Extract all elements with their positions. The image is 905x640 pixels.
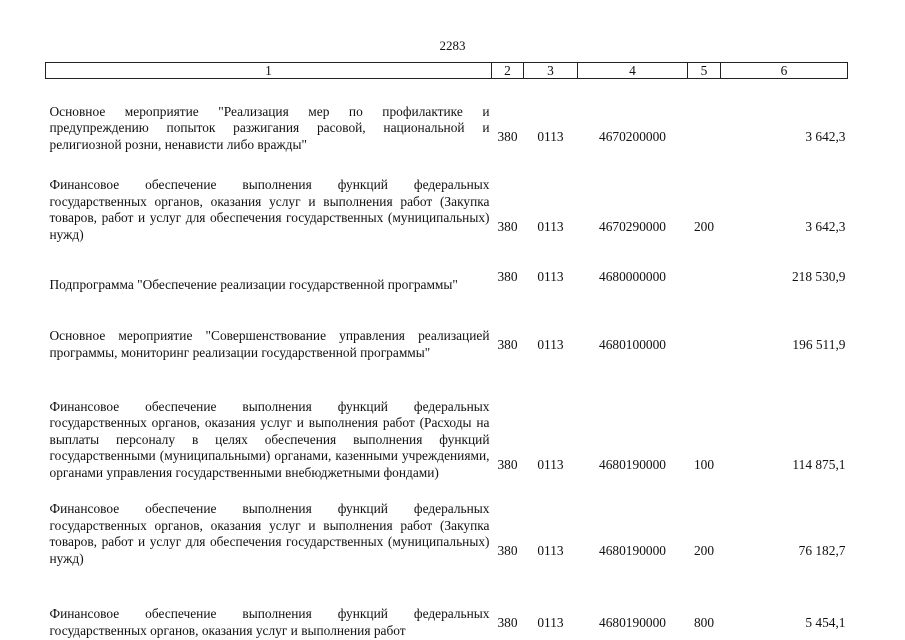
section-code: 0113 <box>537 614 564 630</box>
page-number: 2283 <box>439 38 466 53</box>
row-description: Подпрограмма "Обеспечение реализации государственной программы" <box>49 276 458 292</box>
section-code: 0113 <box>537 456 564 472</box>
ministry-code: 380 <box>497 128 518 144</box>
ministry-code: 380 <box>497 218 518 234</box>
row-description: Финансовое обеспечение выполнения функций федеральных государственных органов, оказания услуг и выполнения работ (Закупка товаров, работ и услуг для обеспечения государственных (муниципальных) нужд) <box>49 501 490 566</box>
expense-type-code: 800 <box>693 614 715 630</box>
expense-type-code <box>688 293 721 361</box>
table-header-row <box>46 63 848 79</box>
table-row <box>46 567 848 639</box>
row-description: Финансовое обеспечение выполнения функций федеральных государственных органов, оказания услуг и выполнения работ <box>49 606 490 638</box>
table-row <box>46 79 848 154</box>
column-header: 4 <box>578 63 688 79</box>
column-header: 1 <box>46 63 492 79</box>
budget-table <box>45 62 848 639</box>
section-code: 0113 <box>537 268 564 284</box>
target-article-code: 4670290000 <box>599 218 666 234</box>
section-code: 0113 <box>537 218 564 234</box>
target-article-code: 4680190000 <box>599 614 666 630</box>
expense-type-code: 200 <box>693 542 715 558</box>
amount-value: 3 642,3 <box>805 218 846 234</box>
ministry-code: 380 <box>497 456 518 472</box>
amount-value: 218 530,9 <box>791 268 846 284</box>
ministry-code: 380 <box>497 614 518 630</box>
amount-value: 5 454,1 <box>805 614 846 630</box>
target-article-code: 4680100000 <box>599 336 666 352</box>
amount-value: 114 875,1 <box>792 456 846 472</box>
row-description: Финансовое обеспечение выполнения функций федеральных государственных органов, оказания услуг и выполнения работ (Расходы на выплаты персоналу в целях обеспечения выполнения функций государственными (муниципальными) органами, казенными учреждениями, органами управления государственными внебюджетными фондами) <box>49 398 490 480</box>
row-description: Финансовое обеспечение выполнения функций федеральных государственных органов, оказания услуг и выполнения работ (Закупка товаров, работ и услуг для обеспечения государственных (муниципальных) нужд) <box>49 177 490 242</box>
section-code: 0113 <box>537 336 564 352</box>
expense-type-code <box>688 79 721 154</box>
ministry-code: 380 <box>497 336 518 352</box>
row-description: Основное мероприятие "Реализация мер по профилактике и предупреждению попыток разжигания расовой, национальной и религиозной розни, ненависти либо вражды" <box>49 103 490 152</box>
amount-value: 76 182,7 <box>798 542 846 558</box>
table-row <box>46 153 848 243</box>
expense-type-code: 200 <box>693 218 715 234</box>
column-header: 5 <box>688 63 721 79</box>
table-row <box>46 481 848 567</box>
table-row <box>46 243 848 293</box>
section-code: 0113 <box>537 542 564 558</box>
table-row <box>46 293 848 361</box>
ministry-code: 380 <box>497 542 518 558</box>
section-code: 0113 <box>537 128 564 144</box>
row-description: Основное мероприятие "Совершенствование управления реализацией программы, мониторинг реализации государственной программы" <box>49 328 490 360</box>
expense-type-code <box>688 243 721 293</box>
amount-value: 3 642,3 <box>805 128 846 144</box>
target-article-code: 4680190000 <box>599 456 666 472</box>
column-header: 6 <box>721 63 848 79</box>
table-row <box>46 361 848 481</box>
column-header: 3 <box>524 63 578 79</box>
target-article-code: 4670200000 <box>599 128 666 144</box>
ministry-code: 380 <box>497 268 518 284</box>
target-article-code: 4680000000 <box>599 268 666 284</box>
column-header: 2 <box>492 63 524 79</box>
target-article-code: 4680190000 <box>599 542 666 558</box>
amount-value: 196 511,9 <box>792 336 846 352</box>
expense-type-code: 100 <box>693 456 715 472</box>
